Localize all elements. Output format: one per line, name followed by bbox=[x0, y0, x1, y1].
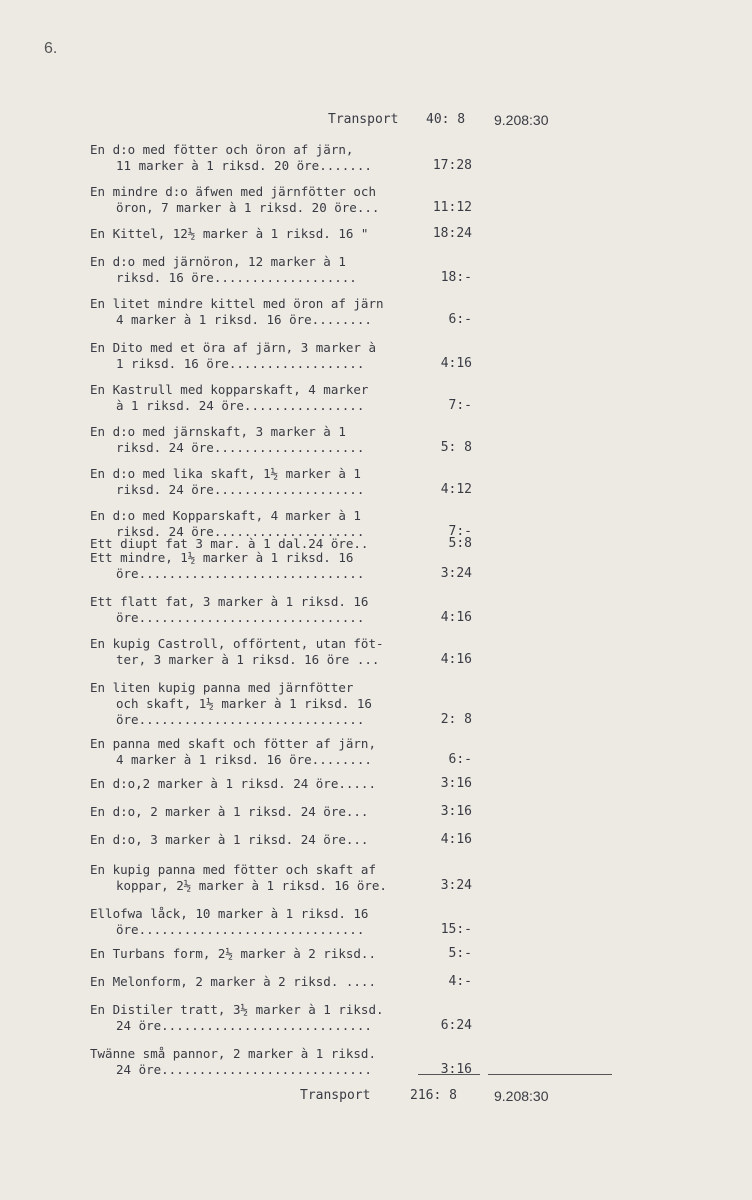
entry-amount: 7:- bbox=[448, 398, 472, 413]
transport-footer-label: Transport bbox=[300, 1088, 371, 1103]
entry-line: En d:o med järnöron, 12 marker à 1 bbox=[90, 254, 346, 269]
entry-line: En Dito med et öra af järn, 3 marker à bbox=[90, 340, 376, 355]
entry-line: riksd. 24 öre.................... bbox=[116, 524, 365, 539]
transport-label: Transport bbox=[328, 112, 399, 127]
entry-line: En Melonform, 2 marker à 2 riksd. .... bbox=[90, 974, 376, 989]
entry-line: 1 riksd. 16 öre.................. bbox=[116, 356, 365, 371]
entry-line: Ett diupt fat 3 mar. à 1 dal.24 öre.. bbox=[90, 536, 369, 551]
entry-amount: 18:24 bbox=[432, 226, 472, 241]
transport-footer-amount: 216: 8 bbox=[410, 1088, 457, 1103]
ledger-entry bbox=[90, 550, 480, 582]
ledger-entry bbox=[90, 340, 480, 372]
page-number: 6. bbox=[44, 40, 58, 57]
entry-amount: 3:16 bbox=[440, 776, 472, 791]
entry-amount: 4:16 bbox=[440, 652, 472, 667]
entry-amount: 3:16 bbox=[440, 1062, 472, 1077]
ledger-entry bbox=[90, 184, 480, 216]
entry-amount: 4:16 bbox=[440, 356, 472, 371]
entry-line: Twänne små pannor, 2 marker à 1 riksd. bbox=[90, 1046, 376, 1061]
entry-line: riksd. 24 öre.................... bbox=[116, 440, 365, 455]
entry-line: En kupig panna med fötter och skaft af bbox=[90, 862, 376, 877]
entry-line: En d:o, 3 marker à 1 riksd. 24 öre... bbox=[90, 832, 369, 847]
entry-line: öre.............................. bbox=[116, 566, 365, 581]
ledger-entry bbox=[90, 832, 480, 848]
entry-amount: 5: 8 bbox=[440, 440, 472, 455]
ledger-entry bbox=[90, 382, 480, 414]
entry-line: En d:o med järnskaft, 3 marker à 1 bbox=[90, 424, 346, 439]
entry-line: En litet mindre kittel med öron af järn bbox=[90, 296, 384, 311]
ledger-entry bbox=[90, 680, 480, 728]
ledger-entry bbox=[90, 226, 480, 242]
entry-line: En kupig Castroll, offörtent, utan föt- bbox=[90, 636, 384, 651]
entry-amount: 6:- bbox=[448, 752, 472, 767]
entry-line: En d:o med fötter och öron af järn, bbox=[90, 142, 354, 157]
ledger-entry bbox=[90, 946, 480, 962]
entry-line: Ett flatt fat, 3 marker à 1 riksd. 16 bbox=[90, 594, 369, 609]
entry-line: öron, 7 marker à 1 riksd. 20 öre... bbox=[116, 200, 380, 215]
entry-amount: 18:- bbox=[440, 270, 472, 285]
entry-amount: 17:28 bbox=[432, 158, 472, 173]
entry-line: ter, 3 marker à 1 riksd. 16 öre ... bbox=[116, 652, 380, 667]
entry-line: En Kittel, 12½ marker à 1 riksd. 16 " bbox=[90, 226, 369, 241]
entry-line: öre.............................. bbox=[116, 712, 365, 727]
transport-amount: 40: 8 bbox=[426, 112, 466, 127]
entry-amount: 2: 8 bbox=[440, 712, 472, 727]
entry-line: 24 öre............................ bbox=[116, 1062, 372, 1077]
transport-total: 9.208:30 bbox=[494, 112, 549, 128]
entry-line: riksd. 24 öre.................... bbox=[116, 482, 365, 497]
entry-amount: 4:12 bbox=[440, 482, 472, 497]
entry-line: koppar, 2½ marker à 1 riksd. 16 öre. bbox=[116, 878, 387, 893]
entry-amount: 11:12 bbox=[432, 200, 472, 215]
sum-rule bbox=[418, 1074, 480, 1075]
ledger-entry bbox=[90, 862, 480, 894]
transport-header bbox=[328, 112, 588, 130]
transport-footer bbox=[300, 1088, 600, 1106]
ledger-entry bbox=[90, 906, 480, 938]
entry-amount: 5:8 bbox=[448, 536, 472, 551]
entry-line: En d:o med Kopparskaft, 4 marker à 1 bbox=[90, 508, 361, 523]
entry-line: öre.............................. bbox=[116, 922, 365, 937]
entry-amount: 3:24 bbox=[440, 566, 472, 581]
entry-line: En Turbans form, 2½ marker à 2 riksd.. bbox=[90, 946, 376, 961]
ledger-entry bbox=[90, 594, 480, 626]
entry-line: En Kastrull med kopparskaft, 4 marker bbox=[90, 382, 369, 397]
ledger-entry bbox=[90, 424, 480, 456]
entry-line: En d:o med lika skaft, 1½ marker à 1 bbox=[90, 466, 361, 481]
ledger-entry bbox=[90, 974, 480, 990]
entry-line: Ett mindre, 1½ marker à 1 riksd. 16 bbox=[90, 550, 354, 565]
ledger-entry bbox=[90, 736, 480, 768]
entry-line: à 1 riksd. 24 öre................ bbox=[116, 398, 365, 413]
sum-rule-total bbox=[488, 1074, 612, 1075]
entry-line: 4 marker à 1 riksd. 16 öre........ bbox=[116, 312, 372, 327]
entry-amount: 6:- bbox=[448, 312, 472, 327]
ledger-entry bbox=[90, 254, 480, 286]
entry-line: öre.............................. bbox=[116, 610, 365, 625]
entry-line: En d:o,2 marker à 1 riksd. 24 öre..... bbox=[90, 776, 376, 791]
entry-amount: 4:- bbox=[448, 974, 472, 989]
entry-line: riksd. 16 öre................... bbox=[116, 270, 357, 285]
entry-amount: 4:16 bbox=[440, 610, 472, 625]
entry-line: En Distiler tratt, 3½ marker à 1 riksd. bbox=[90, 1002, 384, 1017]
ledger-entry bbox=[90, 776, 480, 792]
entry-line: En d:o, 2 marker à 1 riksd. 24 öre... bbox=[90, 804, 369, 819]
entry-amount: 3:24 bbox=[440, 878, 472, 893]
ledger-entry bbox=[90, 466, 480, 498]
entry-amount: 3:16 bbox=[440, 804, 472, 819]
entry-line: 24 öre............................ bbox=[116, 1018, 372, 1033]
ledger-entry bbox=[90, 142, 480, 174]
ledger-entry bbox=[90, 636, 480, 668]
entry-line: 4 marker à 1 riksd. 16 öre........ bbox=[116, 752, 372, 767]
ledger-entry bbox=[90, 804, 480, 820]
entry-line: En panna med skaft och fötter af järn, bbox=[90, 736, 376, 751]
entry-line: En liten kupig panna med järnfötter bbox=[90, 680, 354, 695]
entry-amount: 6:24 bbox=[440, 1018, 472, 1033]
entry-line: och skaft, 1½ marker à 1 riksd. 16 bbox=[116, 696, 372, 711]
ledger-entry bbox=[90, 296, 480, 328]
entry-line: 11 marker à 1 riksd. 20 öre....... bbox=[116, 158, 372, 173]
ledger-entry bbox=[90, 1002, 480, 1034]
entry-amount: 15:- bbox=[440, 922, 472, 937]
entry-line: Ellofwa låck, 10 marker à 1 riksd. 16 bbox=[90, 906, 369, 921]
entry-amount: 7:- bbox=[448, 524, 472, 539]
entry-amount: 5:- bbox=[448, 946, 472, 961]
entry-line: En mindre d:o äfwen med järnfötter och bbox=[90, 184, 376, 199]
entry-amount: 4:16 bbox=[440, 832, 472, 847]
transport-footer-total: 9.208:30 bbox=[494, 1088, 549, 1104]
